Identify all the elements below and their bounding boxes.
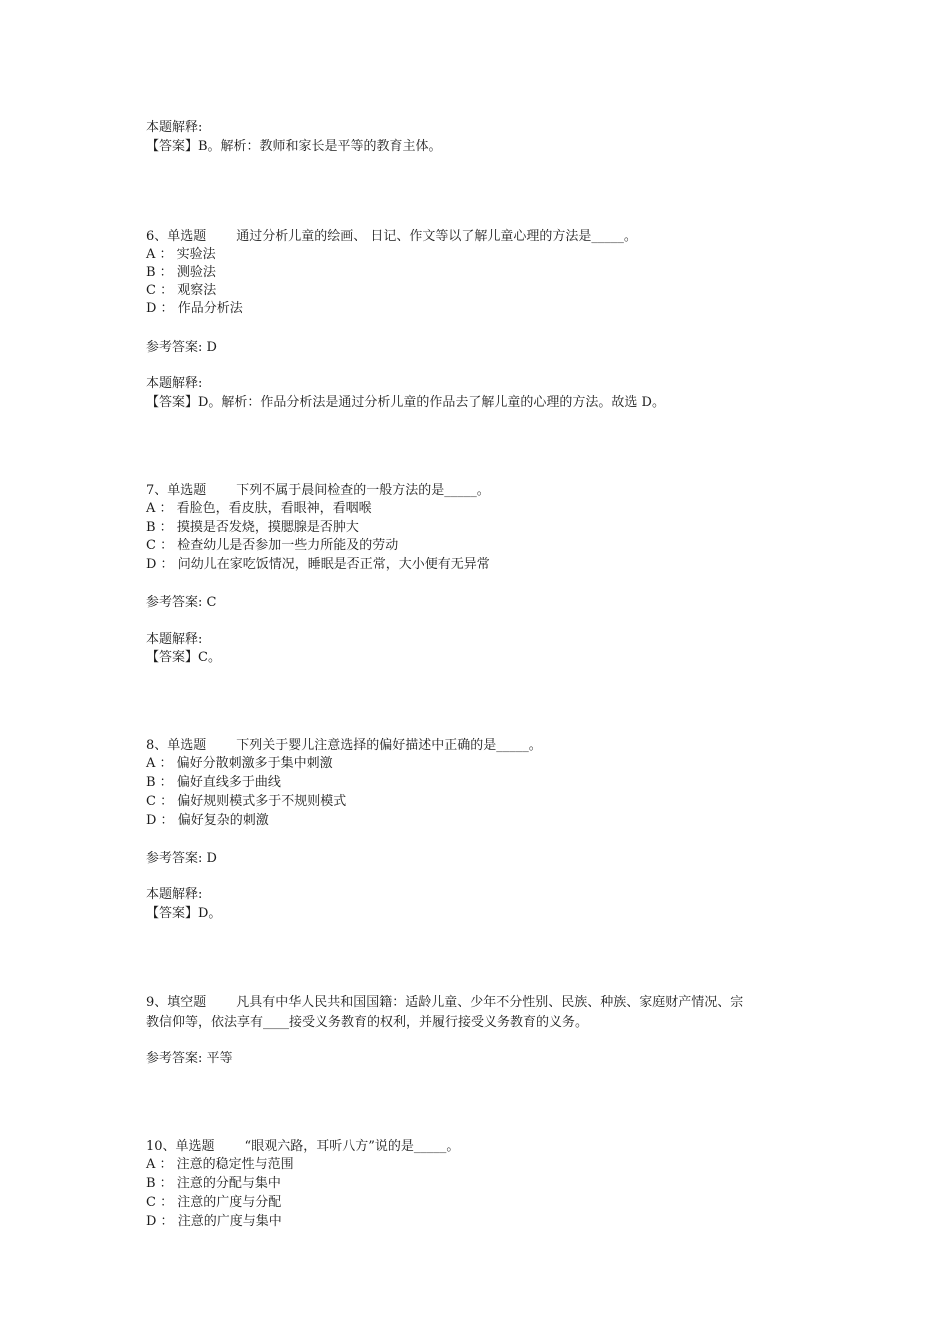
option-c: C ： 偏好规则模式多于不规则模式: [146, 794, 347, 809]
reference-answer: 参考答案: C: [146, 595, 217, 610]
explain-text: 【答案】D。解析：作品分析法是通过分析儿童的作品去了解儿童的心理的方法。故选 D。: [146, 395, 665, 410]
option-a: A ： 实验法: [146, 247, 216, 262]
question-6-title: [146, 228, 637, 246]
explain-text: 【答案】D。: [146, 906, 222, 921]
option-d: D ： 作品分析法: [146, 301, 243, 316]
question-stem: 凡具有中华人民共和国国籍：适龄儿童、少年不分性别、民族、种族、家庭财产情况、宗: [236, 995, 744, 1010]
option-a: A ： 看脸色，看皮肤，看眼神，看咽喉: [146, 501, 372, 516]
option-d: D ： 问幼儿在家吃饭情况，睡眠是否正常，大小便有无异常: [146, 557, 490, 572]
explain-label: 本题解释:: [146, 887, 203, 902]
option-c: C ： 注意的广度与分配: [146, 1195, 282, 1210]
reference-answer: 参考答案: D: [146, 340, 217, 355]
question-stem: 下列关于婴儿注意选择的偏好描述中正确的是_____。: [236, 738, 542, 753]
question-8-title: [146, 737, 542, 755]
question-stem-continued: 教信仰等，依法享有____接受义务教育的权利，并履行接受义务教育的义务。: [146, 1015, 589, 1030]
option-b: B ： 注意的分配与集中: [146, 1176, 281, 1191]
option-b: B ： 偏好直线多于曲线: [146, 775, 281, 790]
option-b: B ： 测验法: [146, 265, 216, 280]
question-head: 7、单选题: [146, 483, 207, 498]
explain-label: 本题解释:: [146, 632, 203, 647]
question-head: 6、单选题: [146, 229, 207, 244]
explain-text: 【答案】C。: [146, 650, 221, 665]
option-b: B ： 摸摸是否发烧，摸腮腺是否肿大: [146, 520, 359, 535]
question-stem: 下列不属于晨间检查的一般方法的是_____。: [236, 483, 490, 498]
explain-text: 【答案】B。解析：教师和家长是平等的教育主体。: [146, 139, 442, 154]
question-stem: 通过分析儿童的绘画、 日记、作文等以了解儿童心理的方法是_____。: [236, 229, 637, 244]
question-head: 9、填空题: [146, 995, 207, 1010]
option-c: C ： 观察法: [146, 283, 217, 298]
question-7-title: [146, 482, 490, 500]
question-10-title: [146, 1138, 459, 1156]
reference-answer: 参考答案: 平等: [146, 1051, 233, 1066]
option-d: D ： 注意的广度与集中: [146, 1214, 282, 1229]
question-head: 8、单选题: [146, 738, 207, 753]
explain-label: 本题解释:: [146, 376, 203, 391]
question-head: 10、单选题: [146, 1139, 215, 1154]
question-9-title: [146, 994, 743, 1012]
option-a: A ： 注意的稳定性与范围: [146, 1157, 294, 1172]
explain-label: 本题解释:: [146, 120, 203, 135]
option-a: A ： 偏好分散刺激多于集中刺激: [146, 756, 333, 771]
option-d: D ： 偏好复杂的刺激: [146, 813, 269, 828]
option-c: C ： 检查幼儿是否参加一些力所能及的劳动: [146, 538, 399, 553]
question-stem: “眼观六路，耳听八方”说的是_____。: [244, 1139, 460, 1154]
reference-answer: 参考答案: D: [146, 851, 217, 866]
